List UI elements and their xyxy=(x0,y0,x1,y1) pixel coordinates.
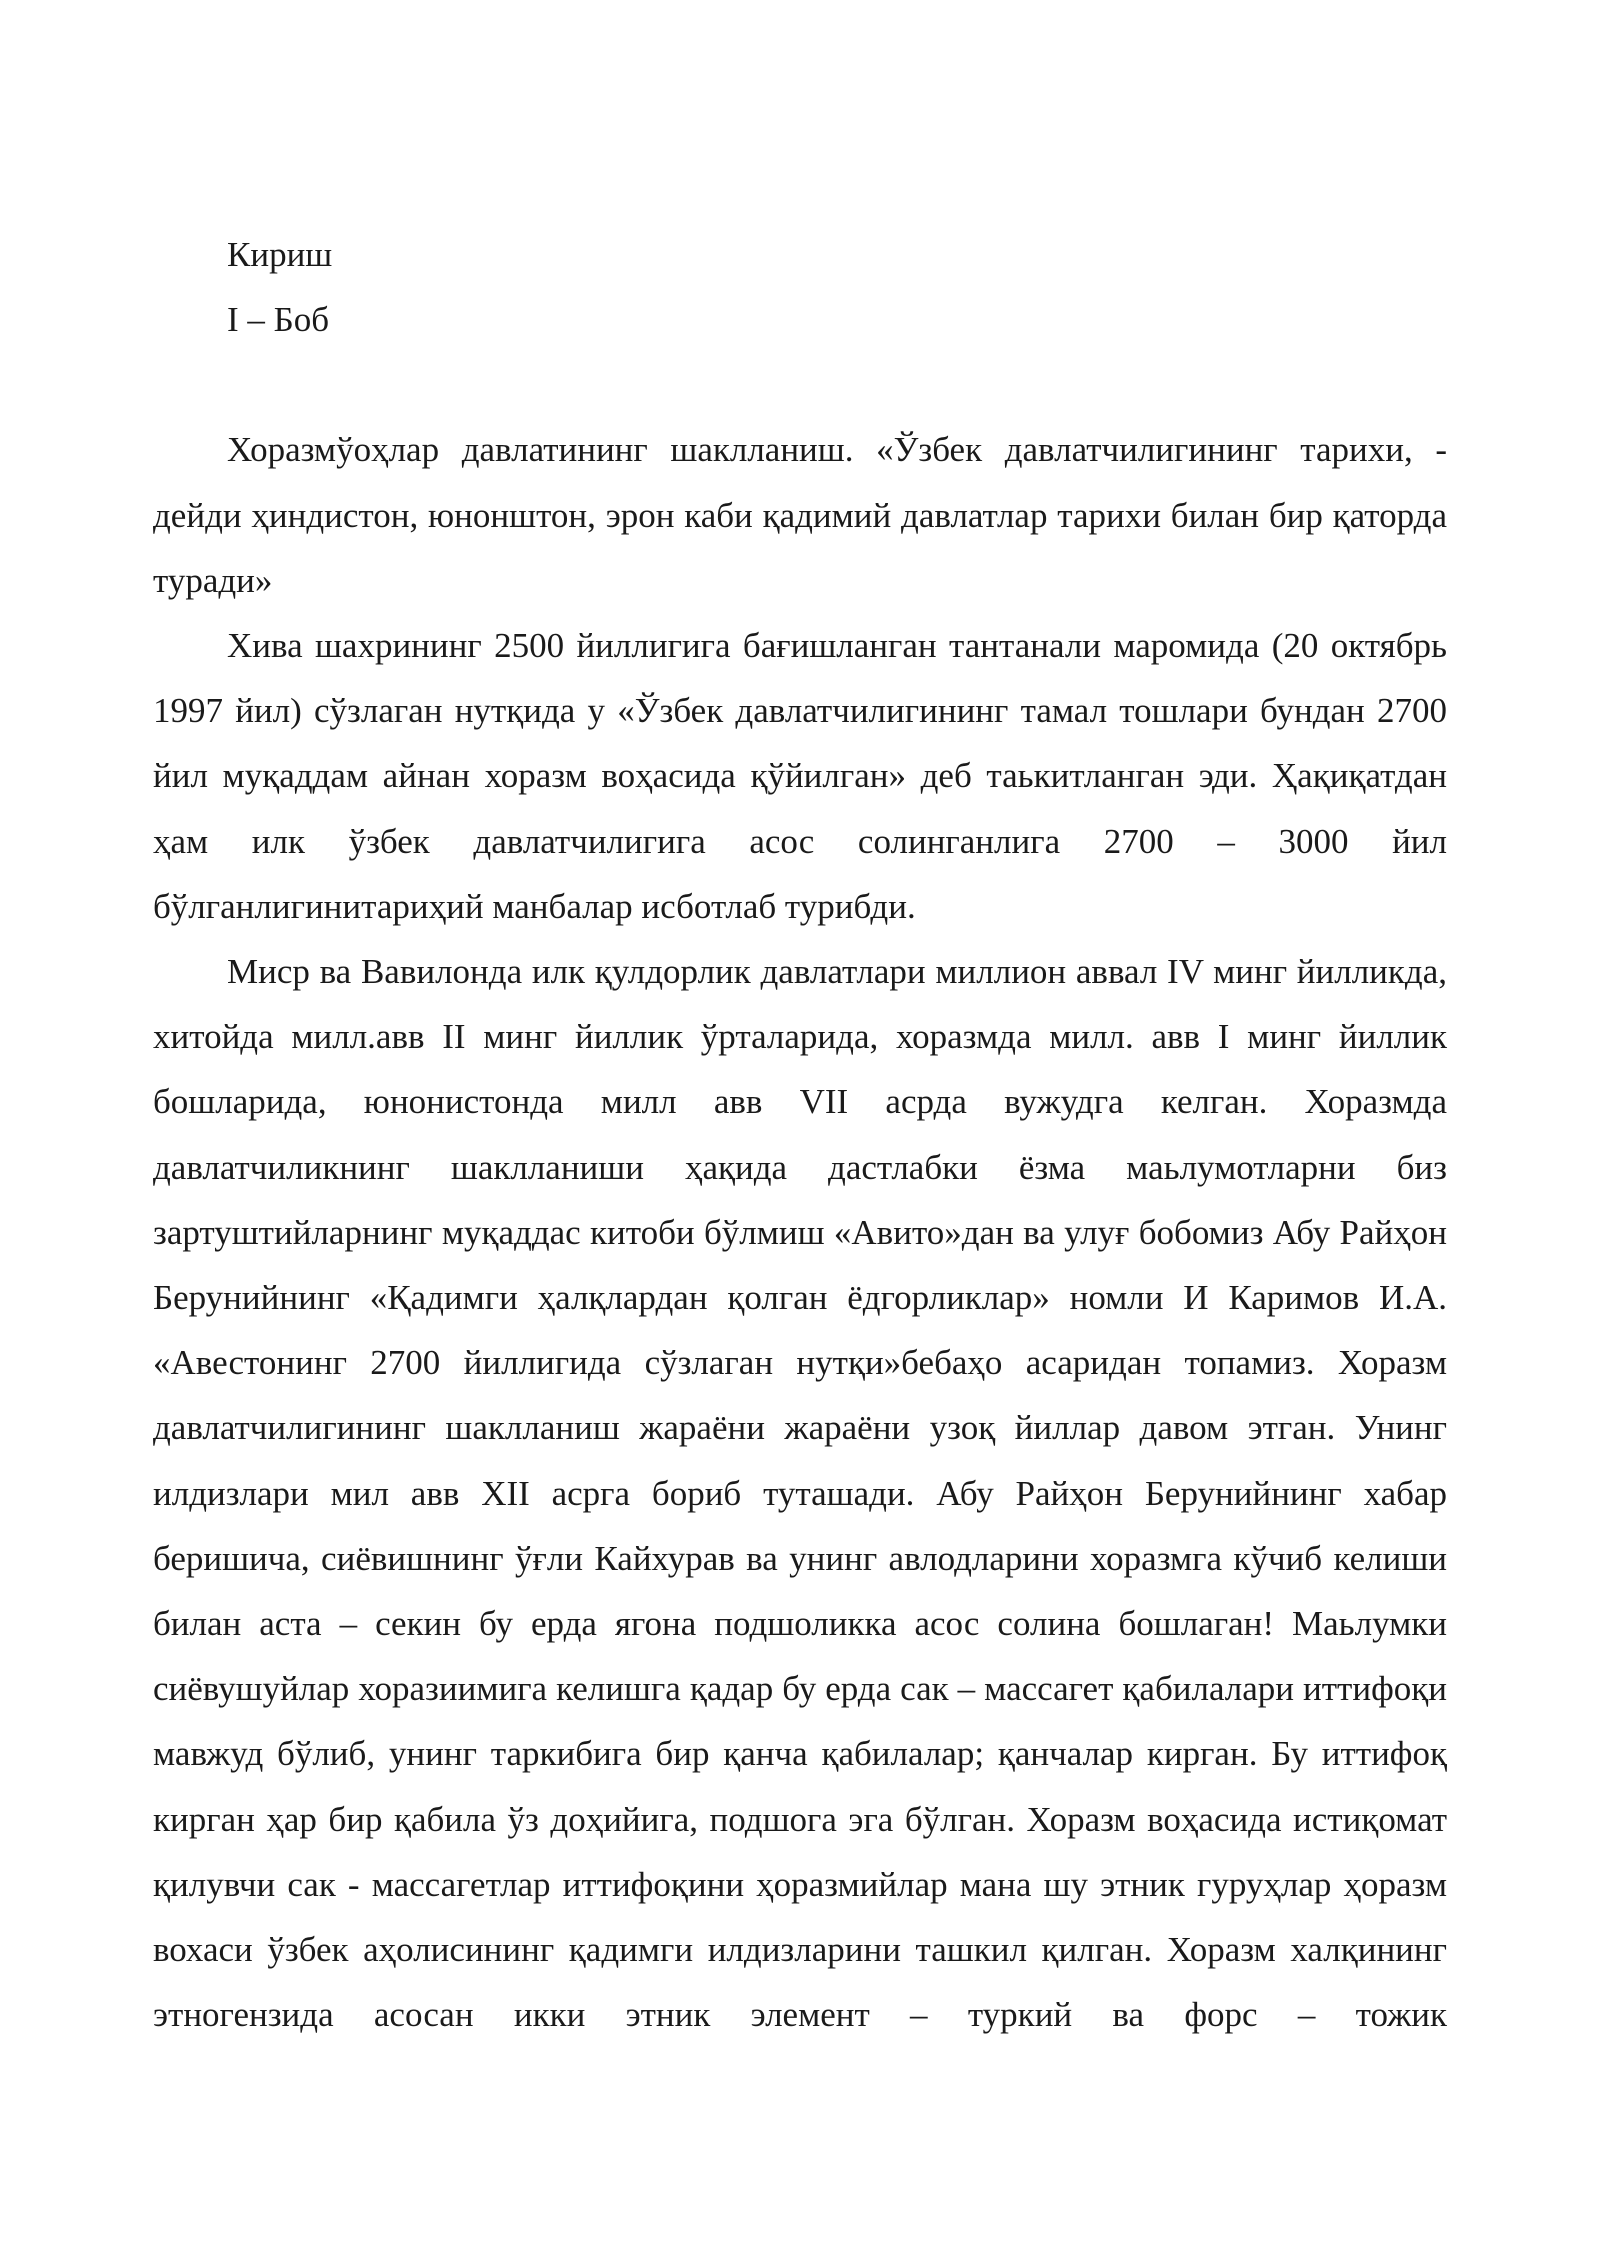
section-heading-chapter-one: I – Боб xyxy=(227,300,330,340)
paragraph-ancient-states: Миср ва Вавилонда илк қулдорлик давлатлари миллион аввал IV минг йилликда, хитойда милл.авв II минг йиллик ўрталарида, хоразмда милл. авв I минг йиллик бошларида, юнонистонда милл авв VII асрда вужудга келган. Хоразмда давлатчиликнинг шаклланиши ҳақида дастлабки ёзма маьлумотларни биз зартуштийларнинг муқаддас китоби бўлмиш «Авито»дан ва улуғ бобомиз Абу Райҳон Берунийнинг «Қадимги ҳалқлардан қолган ёдгорликлар» номли И Каримов И.А. «Авестонинг 2700 йиллигида сўзлаган нутқи»бебаҳо асаридан топамиз. Хоразм давлатчилигининг шаклланиш жараёни жараёни узоқ йиллар давом этган. Унинг илдизлари мил авв XII асрга бориб туташади. Абу Райҳон Берунийнинг хабар беришича, сиёвишнинг ўғли Кайхурав ва унинг авлодларини хоразмга кўчиб келиши билан аста – секин бу ерда ягона подшоликка асос солина бошлаган! Маьлумки сиёвушуйлар хоразиимига келишга қадар бу ерда сак – массагет қабилалари иттифоқи мавжуд бўлиб, унинг таркибига бир қанча қабилалар; қанчалар кирган. Бу иттифоқ кирган ҳар бир қабила ўз доҳийига, подшога эга бўлган. Хоразм воҳасида истиқомат қилувчи сак - массагетлар иттифоқини ҳоразмийлар мана шу этник гуруҳлар ҳоразм вохаси ўзбек аҳолисининг қадимги илдизларини ташкил қилган. Хоразм халқининг этногензида асосан икки этник элемент – туркий ва форс – тожик xyxy=(153,952,1447,2035)
document-body xyxy=(153,222,1447,2047)
blank-line xyxy=(153,352,1447,417)
section-heading-introduction: Кириш xyxy=(227,235,333,274)
paragraph-khorezm-statehood: Хоразмўоҳлар давлатининг шаклланиш. «Ўзбек давлатчилигининг тарихи, - дейди ҳиндистон, юнонштон, эрон каби қадимий давлатлар тарихи билан бир қаторда туради» xyxy=(153,430,1447,600)
paragraph-khiva-anniversary: Хива шахрининг 2500 йиллигига бағишланган тантанали маромида (20 октябрь 1997 йил) сўзлаган нутқида у «Ўзбек давлатчилигининг тамал тошлари бундан 2700 йил муқаддам айнан хоразм воҳасида қўйилган» деб таькитланган эди. Ҳақиқатдан ҳам илк ўзбек давлатчилигига асос солинганлига 2700 – 3000 йил бўлганлигинитариҳий манбалар исботлаб турибди. xyxy=(153,626,1447,926)
